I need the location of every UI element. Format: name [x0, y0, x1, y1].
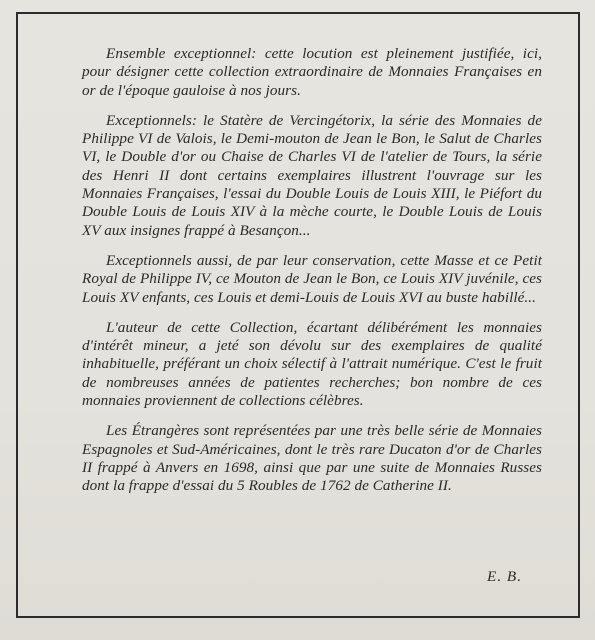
signature-initials: E. B. — [487, 568, 522, 585]
paragraph-exceptionnels: Exceptionnels: le Statère de Vercingétorix, la série des Monnaies de Philippe VI de Valois, le Demi-mouton de Jean le Bon, le Salut de Charles VI, le Double d'or ou Chaise de Charles VI de l'atelier de Tours, la série des Henri II dont certains exemplaires illustrent l'ouvrage sur les Monnaies Françaises, l'essai du Double Louis de Louis XIII, le Piéfort du Double Louis de Louis XIV à la mèche courte, le Double Louis de Louis XV aux insignes frappé à Besançon... — [82, 111, 542, 239]
paragraph-ensemble: Ensemble exceptionnel: cette locution est pleinement justifiée, ici, pour désigner cette collection extraordinaire de Monnaies Françaises en or de l'époque gauloise à nos jours. — [82, 45, 542, 99]
paragraph-exceptionnels-aussi: Exceptionnels aussi, de par leur conservation, cette Masse et ce Petit Royal de Philippe IV, ce Mouton de Jean le Bon, ce Louis XIV juvénile, ces Louis XV enfants, ces Louis et demi-Louis de Louis XVI au buste habillé... — [82, 251, 542, 306]
paragraph-auteur: L'auteur de cette Collection, écartant délibérément les monnaies d'intérêt mineur, a jeté son dévolu sur des exemplaires de qualité inhabituelle, préférant un choix sélectif à l'attrait numérique. C'est le fruit de nombreuses années de patientes recherches; bon nombre de ces monnaies proviennent de collections célèbres. — [82, 318, 542, 410]
paragraph-etrangeres: Les Étrangères sont représentées par une très belle série de Monnaies Espagnoles et Sud-Américaines, dont le très rare Ducaton d'or de Charles II frappé à Anvers en 1698, ainsi que par une suite de Monnaies Russes dont la frappe d'essai du 5 Roubles de 1762 de Catherine II. — [82, 422, 542, 495]
text-body — [82, 45, 542, 496]
